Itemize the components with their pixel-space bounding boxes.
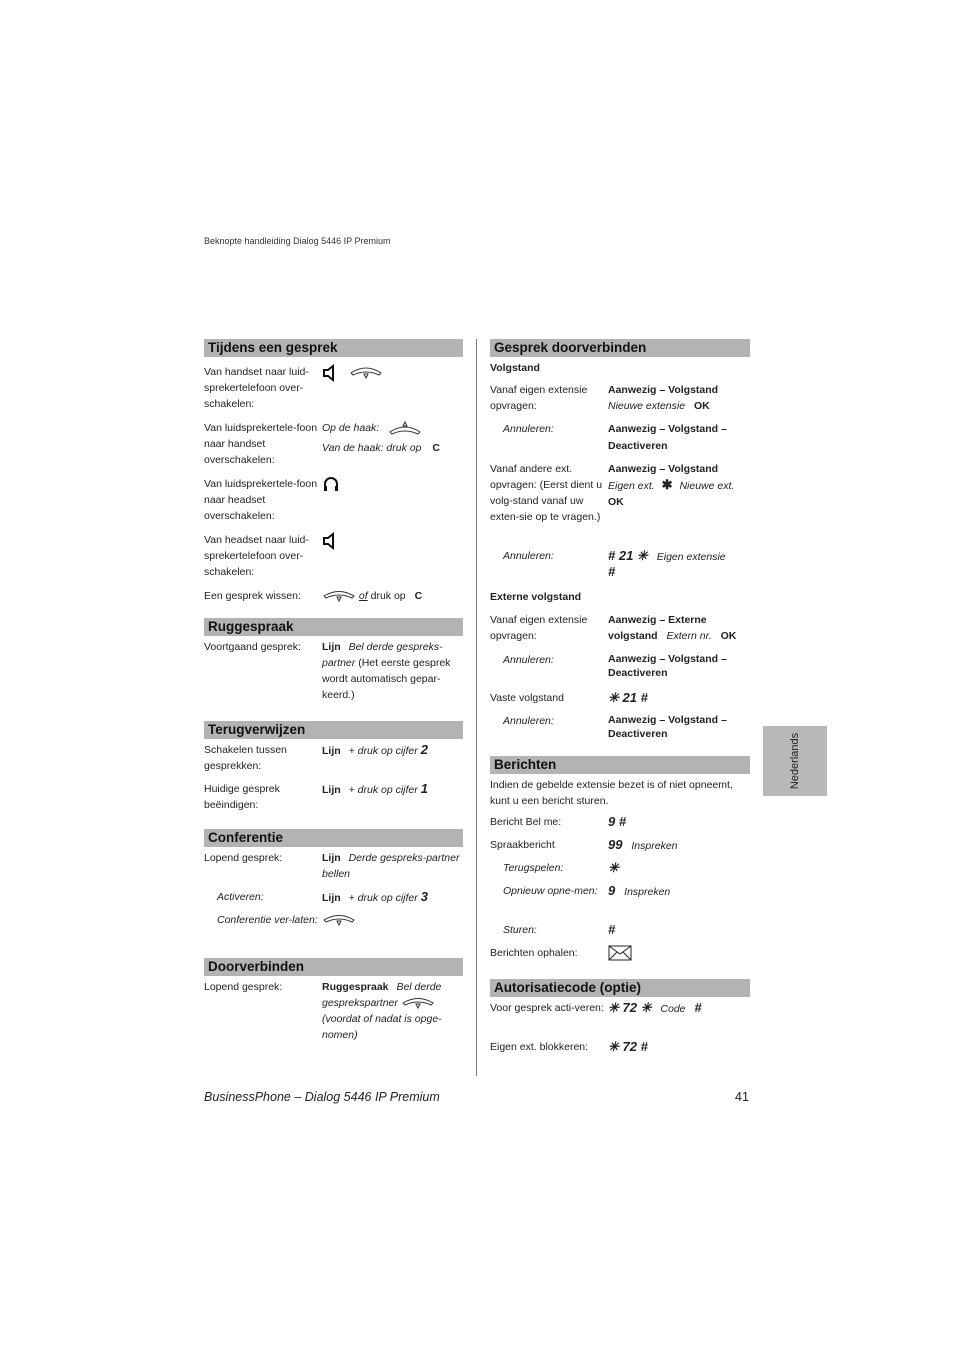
handset-offhook-icon: [322, 913, 356, 927]
key-ok: OK: [720, 630, 737, 642]
subheading-externe-volgstand: Externe volgstand: [490, 591, 582, 603]
handset-onhook-icon: [388, 420, 422, 436]
key-ruggespraak: Ruggespraak: [322, 981, 389, 993]
section-title-conferentie: Conferentie: [204, 829, 463, 847]
right-column: [490, 339, 750, 1062]
key-ok: OK: [608, 496, 624, 508]
key-digit: 2: [420, 742, 428, 757]
label-annuleren: Annuleren:: [503, 423, 554, 435]
key-sequence: ✳ 72 #: [608, 1039, 648, 1054]
section-title-ruggespraak: Ruggespraak: [204, 618, 463, 636]
label-lopend: Lopend gesprek:: [204, 852, 283, 864]
text-druk-op-cijfer: + druk op cijfer: [348, 784, 418, 796]
key-c: C: [432, 442, 440, 455]
label-eigen-extensie: Vanaf eigen extensie opvragen:: [490, 384, 588, 412]
text-bel-derde: Bel derde gespreks-partner: [322, 641, 443, 669]
label-sturen: Sturen:: [503, 924, 537, 936]
section-title-gesprek-doorverbinden: Gesprek doorverbinden: [490, 339, 750, 357]
section-title-tijdens: Tijdens een gesprek: [204, 339, 463, 357]
text-nieuwe-extensie: Nieuwe extensie: [608, 400, 686, 412]
language-tab-label: Nederlands: [789, 732, 801, 790]
key-sequence: ✳ 72 ✳: [608, 1000, 652, 1015]
label-berichten-ophalen: Berichten ophalen:: [490, 947, 578, 959]
handset-offhook-icon: [322, 589, 356, 603]
section-title-autorisatiecode: Autorisatiecode (optie): [490, 979, 750, 997]
key-sequence: # 21 ✳: [608, 548, 648, 563]
key-lijn: Lijn: [322, 745, 341, 757]
key-sequence: 99: [608, 837, 623, 852]
label-blokkeren: Eigen ext. blokkeren:: [490, 1041, 589, 1053]
key-lijn: Lijn: [322, 852, 341, 864]
key-hash: #: [694, 1000, 702, 1015]
footer-title: BusinessPhone – Dialog 5446 IP Premium: [204, 1090, 440, 1104]
label-speaker-to-headset: Van luidsprekertele-foon naar headset overschakelen:: [204, 478, 318, 522]
menu-deactiveren: Aanwezig – Volgstand – Deactiveren: [608, 653, 727, 679]
language-tab: [763, 726, 827, 796]
text-code: Code: [660, 1003, 686, 1015]
section-title-berichten: Berichten: [490, 756, 750, 774]
label-bel-me: Bericht Bel me:: [490, 816, 562, 828]
label-voortgaand: Voortgaand gesprek:: [204, 641, 301, 653]
key-hash: #: [608, 922, 616, 937]
key-c: C: [414, 590, 423, 602]
menu-aanwezig-volgstand: Aanwezig – Volgstand: [608, 463, 719, 475]
label-opnieuw-opnemen: Opnieuw opne-men:: [503, 885, 598, 897]
page-number: 41: [735, 1090, 749, 1104]
label-vaste-volgstand: Vaste volgstand: [490, 692, 564, 704]
text-bel-derde: Bel derde gesprekspartner: [322, 981, 442, 1009]
label-terugspelen: Terugspelen:: [503, 862, 564, 874]
label-lopend: Lopend gesprek:: [204, 981, 283, 993]
menu-aanwezig-externe: Aanwezig – Externe volgstand: [608, 614, 707, 642]
key-digit: 1: [420, 781, 428, 796]
key-sequence: ✳ 21 #: [608, 690, 648, 705]
text-voordat-nadat: (voordat of nadat is opge-nomen): [322, 1013, 442, 1041]
text-van-de-haak: Van de haak: druk op: [322, 442, 422, 455]
section-title-doorverbinden: Doorverbinden: [204, 958, 463, 976]
label-activeren: Activeren:: [217, 891, 264, 903]
key-star: ✳: [608, 860, 619, 875]
label-conferentie-verlaten: Conferentie ver-laten:: [217, 914, 318, 926]
text-inspreken: Inspreken: [631, 840, 678, 852]
label-clear-call: Een gesprek wissen:: [204, 590, 301, 602]
label-spraakbericht: Spraakbericht: [490, 839, 555, 851]
menu-deactiveren: Aanwezig – Volgstand – Deactiveren: [608, 714, 727, 740]
key-hash: #: [608, 564, 616, 579]
text-of: of: [358, 590, 368, 602]
text-eigen-extensie: Eigen extensie: [656, 551, 726, 563]
label-beeindigen: Huidige gesprek beëindigen:: [204, 783, 280, 811]
label-activeren: Voor gesprek acti-veren:: [490, 1002, 604, 1014]
key-lijn: Lijn: [322, 784, 341, 796]
label-schakelen: Schakelen tussen gesprekken:: [204, 744, 287, 772]
text-druk-op: druk op: [370, 590, 406, 602]
key-digit: 9: [608, 883, 616, 898]
text-derde-partner: Derde gespreks-partner bellen: [322, 852, 460, 880]
speaker-icon: [322, 532, 340, 550]
key-sequence: 9 #: [608, 814, 627, 829]
label-annuleren: Annuleren:: [503, 654, 554, 666]
label-speaker-to-handset: Van luidsprekertele-foon naar handset overschakelen:: [204, 422, 318, 466]
label-annuleren: Annuleren:: [503, 715, 554, 727]
left-column: [204, 339, 463, 1049]
column-divider: [476, 339, 477, 1076]
label-andere-ext: Vanaf andere ext. opvragen: (Eerst dient u volg-stand vanaf uw exten-sie op te vragen.): [490, 463, 603, 523]
running-header: Beknopte handleiding Dialog 5446 IP Premium: [204, 236, 391, 246]
menu-aanwezig-volgstand: Aanwezig – Volgstand: [608, 384, 719, 396]
label-headset-to-speaker: Van headset naar luid-sprekertelefoon over-schakelen:: [204, 534, 309, 578]
subheading-volgstand: Volgstand: [490, 362, 540, 374]
headset-icon: [322, 476, 340, 494]
text-berichten-intro: Indien de gebelde extensie bezet is of niet opneemt, kunt u een bericht sturen.: [490, 779, 733, 807]
text-inspreken: Inspreken: [624, 886, 671, 898]
speaker-icon: [322, 364, 340, 382]
handset-offhook-icon: [349, 365, 383, 381]
label-eigen-extensie: Vanaf eigen extensie opvragen:: [490, 614, 588, 642]
text-nieuwe-ext: Nieuwe ext.: [679, 480, 735, 492]
handset-offhook-icon: [401, 996, 435, 1010]
key-star: ✱: [661, 477, 673, 492]
envelope-icon: [608, 945, 632, 961]
menu-deactiveren: Aanwezig – Volgstand – Deactiveren: [608, 423, 727, 452]
text-eigen-ext: Eigen ext.: [608, 480, 655, 492]
text-druk-op-cijfer: + druk op cijfer: [348, 892, 418, 904]
text-extern-nr: Extern nr.: [666, 630, 712, 642]
text-op-de-haak: Op de haak:: [322, 422, 380, 434]
text-note: (Het eerste gesprek wordt automatisch gepar-keerd.): [322, 657, 451, 701]
key-digit: 3: [420, 889, 428, 904]
label-handset-to-speaker: Van handset naar luid-sprekertelefoon over-schakelen:: [204, 366, 309, 410]
section-title-terugverwijzen: Terugverwijzen: [204, 721, 463, 739]
text-druk-op-cijfer: + druk op cijfer: [348, 745, 418, 757]
label-annuleren: Annuleren:: [503, 550, 554, 562]
key-lijn: Lijn: [322, 641, 341, 653]
key-lijn: Lijn: [322, 892, 341, 904]
key-ok: OK: [693, 400, 710, 412]
